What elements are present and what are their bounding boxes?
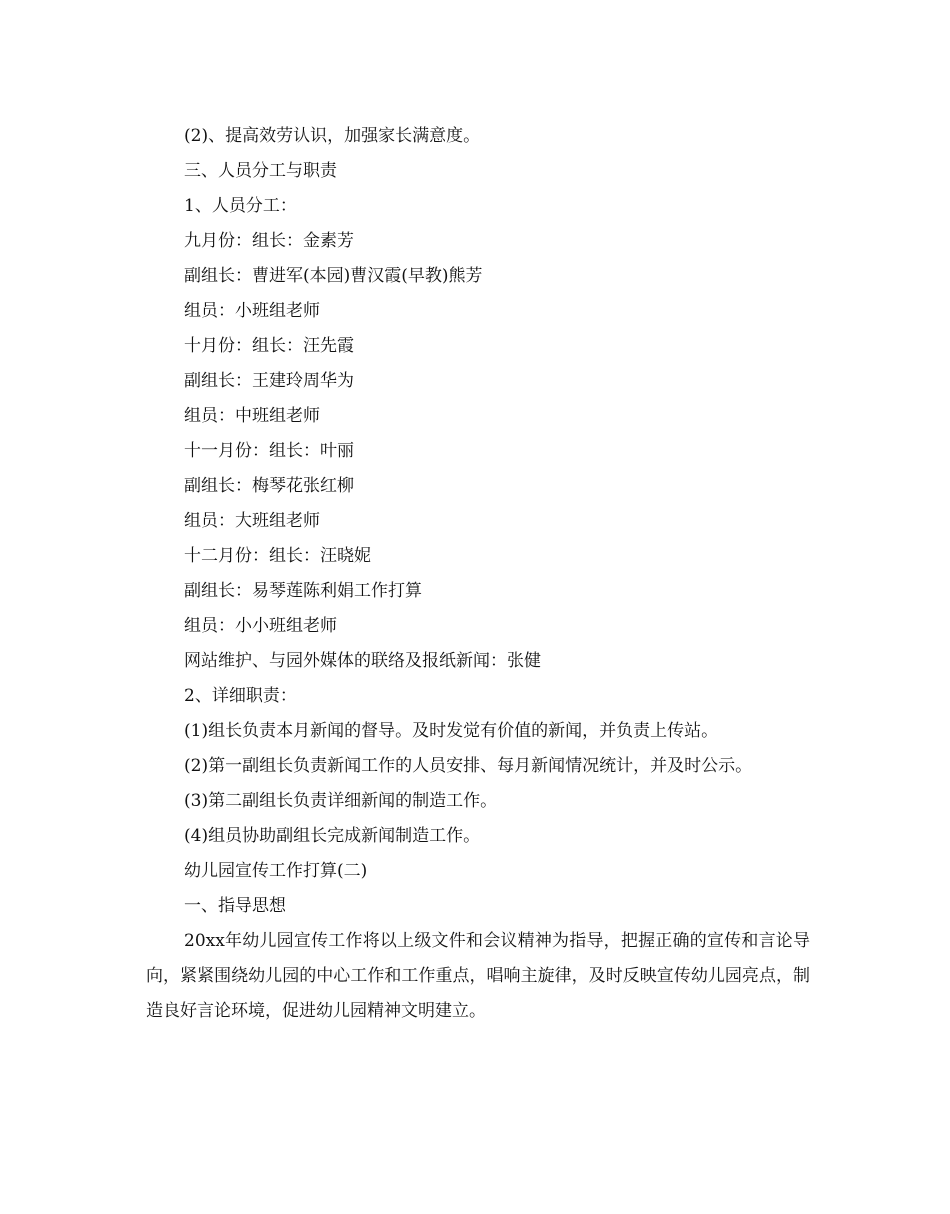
document-body — [146, 119, 810, 1029]
text-line: 组员：大班组老师 — [184, 511, 320, 531]
text-line: (3)第二副组长负责详细新闻的制造工作。 — [184, 791, 498, 811]
text-line: (4)组员协助副组长完成新闻制造工作。 — [184, 826, 481, 846]
text-line: 副组长：易琴莲陈利娟工作打算 — [184, 581, 422, 601]
document-subtitle: 幼儿园宣传工作打算(二) — [184, 861, 368, 881]
text-line: (1)组长负责本月新闻的督导。及时发觉有价值的新闻，并负责上传站。 — [184, 721, 719, 741]
text-line: 十月份：组长：汪先霞 — [184, 336, 354, 356]
text-line: 十一月份：组长：叶丽 — [184, 441, 354, 461]
text-line: (2)、提高效劳认识，加强家长满意度。 — [184, 126, 481, 146]
text-line: 网站维护、与园外媒体的联络及报纸新闻：张健 — [184, 651, 541, 671]
guiding-paragraph: 20xx年幼儿园宣传工作将以上级文件和会议精神为指导，把握正确的宣传和言论导向，紧紧围绕幼儿园的中心工作和工作重点，唱响主旋律，及时反映宣传幼儿园亮点，制造良好言论环境，促进幼儿园精神文明建立。 — [146, 931, 810, 1021]
subsection-heading: 2、详细职责： — [184, 686, 297, 706]
duty-paragraph: (2)第一副组长负责新闻工作的人员安排、每月新闻情况统计，并及时公示。 — [184, 756, 753, 776]
subsection-heading: 1、人员分工： — [184, 196, 297, 216]
text-line: 组员：中班组老师 — [184, 406, 320, 426]
text-line: 副组长：梅琴花张红柳 — [184, 476, 354, 496]
text-line: 十二月份：组长：汪晓妮 — [184, 546, 371, 566]
text-line: 副组长：曹进军(本园)曹汉霞(早教)熊芳 — [184, 266, 483, 286]
section-heading: 一、指导思想 — [184, 896, 286, 916]
text-line: 九月份：组长：金素芳 — [184, 231, 354, 251]
text-line: 组员：小班组老师 — [184, 301, 320, 321]
text-line: 组员：小小班组老师 — [184, 616, 337, 636]
text-line: 副组长：王建玲周华为 — [184, 371, 354, 391]
section-heading: 三、人员分工与职责 — [184, 161, 337, 181]
